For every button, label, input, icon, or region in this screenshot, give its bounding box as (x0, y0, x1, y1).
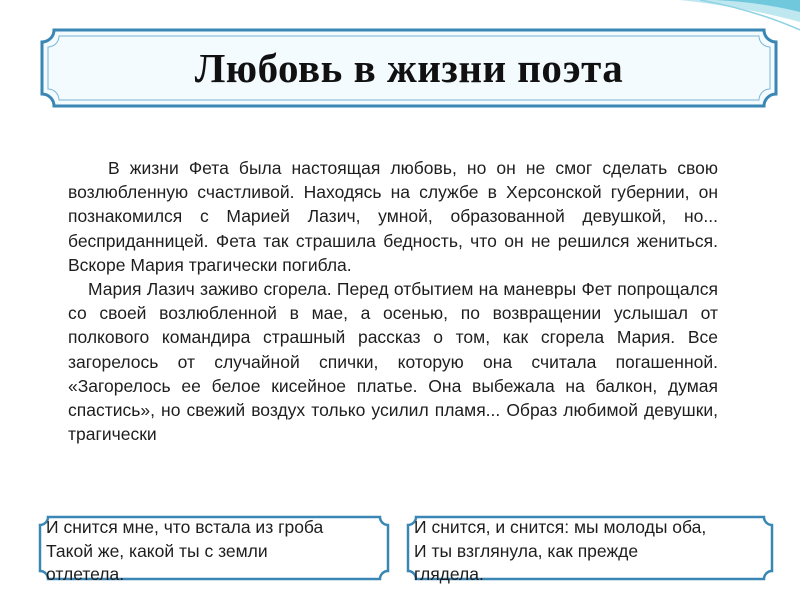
quote-box-left (38, 515, 390, 584)
quote-right-line-1: И снится, и снится: мы молоды оба, (414, 517, 707, 537)
slide-title: Любовь в жизни поэта (194, 45, 624, 91)
quote-right-text (414, 516, 768, 587)
quote-right-line-2: И ты взглянула, как прежде (414, 540, 639, 561)
body-paragraph-1: В жизни Фета была настоящая любовь, но он не смог сделать свою возлюбленную счастливой. Находясь на службе в Херсонской губернии, он познакомился с Марией Лазич, умной, образованной девушкой, но... бесприданницей. Фета так страшила бедность, что он не решился жениться. Вскоре Мария трагически погибла. (68, 158, 718, 275)
body-paragraph-2: Мария Лазич заживо сгорела. Перед отбытием на маневры Фет попрощался со своей возлюбленной в мае, а осенью, по возвращении услышал от полкового командира страшный рассказ о том, как сгорела Мария. Все загорелось от случайной спички, которую она считала погашенной. «Загорелось ее белое кисейное платье. Она выбежала на балкон, думая спастись», но свежий воздух только усилил пламя... Образ любимой девушки, трагически (68, 279, 718, 445)
quote-left-line-2: Такой же, какой ты с земли (46, 540, 268, 561)
quote-left-line-1: И снится мне, что встала из гроба (46, 517, 324, 537)
quote-right-line-3: глядела. (414, 564, 484, 584)
quote-box-right (406, 515, 774, 584)
quote-left-line-3: отлетела. (46, 564, 125, 584)
quote-left-text (46, 516, 384, 587)
body-text (68, 156, 718, 446)
